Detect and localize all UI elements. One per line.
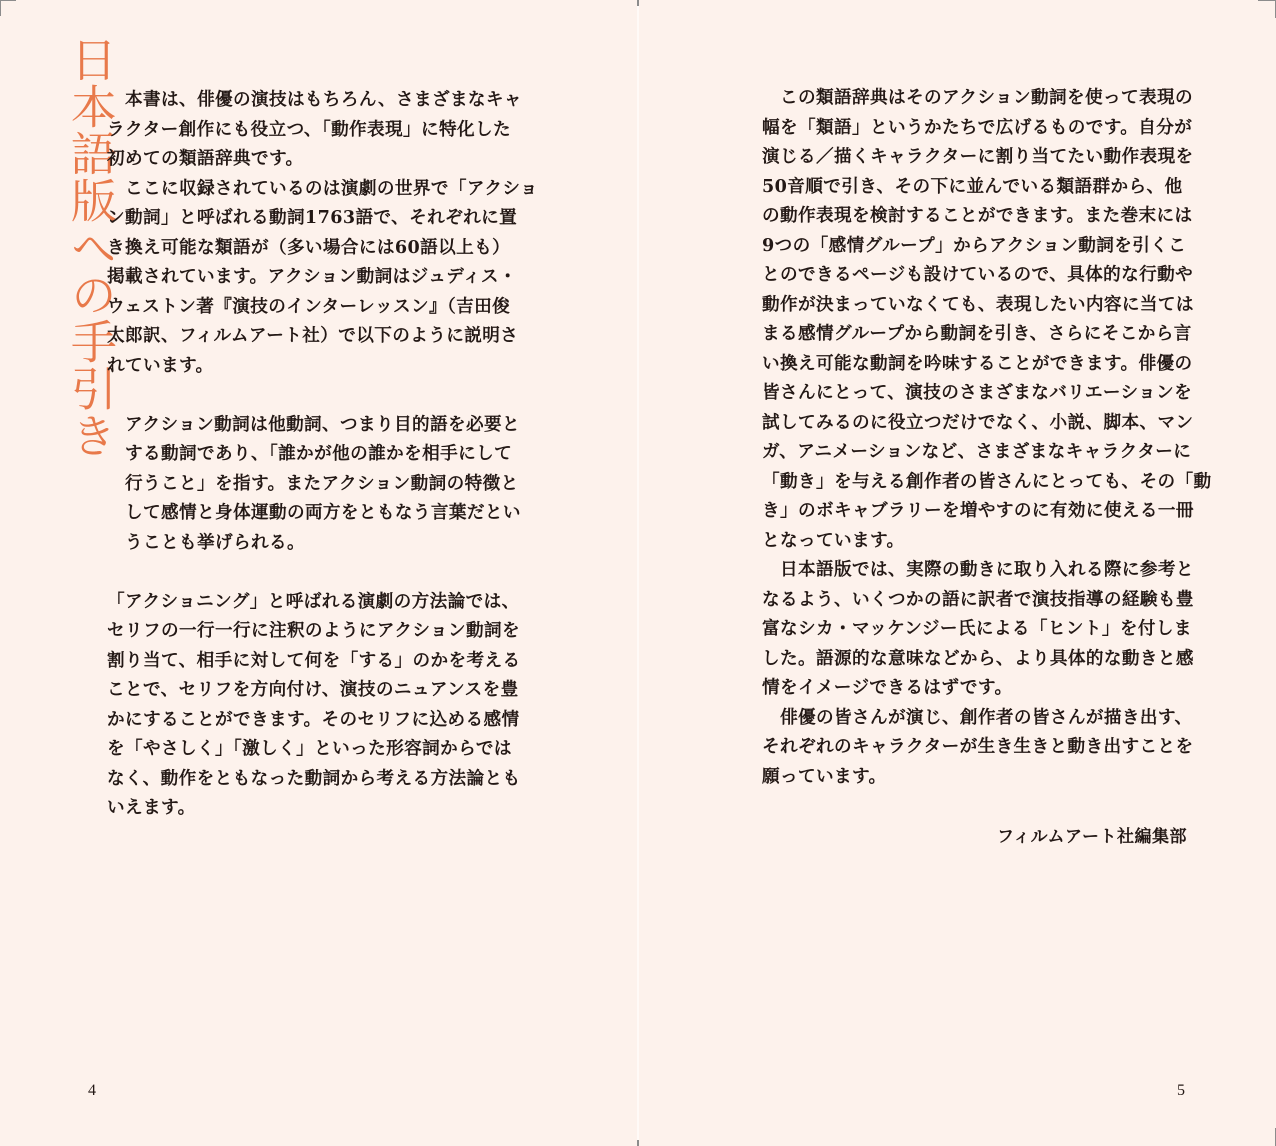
text-line: ことで、セリフを方向付け、演技のニュアンスを豊 — [107, 679, 519, 700]
text-line: この類語辞典はそのアクション動詞を使って表現の — [762, 87, 1193, 108]
paragraph-japanese-edition — [762, 555, 1194, 703]
paragraph-intro — [107, 85, 522, 174]
text-line: となっています。 — [762, 529, 905, 551]
page-number: 5 — [1177, 1082, 1185, 1099]
paragraph-contents — [107, 174, 538, 381]
quote-line: うことも挙げられる。 — [125, 531, 305, 553]
text-line: 太郎訳、フィルムアート社）で以下のように説明さ — [107, 325, 519, 346]
text-line: い換え可能な動詞を吟味することができます。俳優の — [762, 352, 1193, 374]
text-line: かにすることができます。そのセリフに込める感情 — [107, 708, 520, 730]
paragraph-closing-wish — [762, 703, 1194, 792]
text-line: ここに収録されているのは演劇の世界で「アクショ — [107, 177, 538, 199]
text-line: なく、動作をともなった動詞から考える方法論とも — [107, 767, 521, 789]
text-line: ン動詞」と呼ばれる動詞1763語で、それぞれに置 — [107, 207, 518, 228]
text-line: 俳優の皆さんが演じ、創作者の皆さんが描き出す、 — [762, 706, 1193, 728]
text-line: ラクター創作にも役立つ、「動作表現」に特化した — [107, 118, 512, 140]
text-line: とのできるページも設けているので、具体的な行動や — [762, 264, 1194, 285]
page-number: 4 — [88, 1082, 96, 1099]
text-line: 情をイメージできるはずです。 — [762, 677, 1013, 698]
text-line: セリフの一行一行に注釈のようにアクション動詞を — [107, 620, 520, 641]
paragraph-actioning — [107, 587, 521, 823]
text-line: 願っています。 — [762, 765, 887, 787]
text-line: まる感情グループから動詞を引き、さらにそこから言 — [762, 323, 1192, 344]
text-line: いえます。 — [107, 797, 196, 818]
text-line: 掲載されています。アクション動詞はジュディス・ — [107, 266, 517, 287]
left-page-body — [107, 85, 538, 823]
text-line: なるよう、いくつかの語に訳者で演技指導の経験も豊 — [762, 588, 1194, 610]
crop-mark-top-center — [637, 0, 639, 6]
text-line: 初めての類語辞典です。 — [107, 148, 304, 169]
text-line: 幅を「類語」というかたちで広げるものです。自分が — [762, 116, 1193, 138]
text-line: それぞれのキャラクターが生き生きと動き出すことを — [762, 736, 1194, 757]
text-line: 「動き」を与える創作者の皆さんにとっても、その「動 — [762, 470, 1212, 492]
text-line: れています。 — [107, 354, 214, 376]
paragraph-gap — [107, 557, 517, 587]
text-line: を「やさしく」「激しく」といった形容詞からでは — [107, 738, 512, 759]
crop-mark-bottom-center — [637, 1140, 639, 1146]
crop-mark-top-right — [1258, 0, 1276, 1]
text-line: 動作が決まっていなくても、表現したい内容に当ては — [762, 293, 1194, 315]
quote-line: して感情と身体運動の両方をともなう言葉だとい — [125, 502, 521, 523]
text-line: 日本語版では、実際の動きに取り入れる際に参考と — [762, 559, 1194, 580]
text-line: 皆さんにとって、演技のさまざまなバリエーションを — [762, 382, 1193, 403]
editorial-signature: フィルムアート社編集部 — [997, 827, 1187, 847]
text-line: 富なシカ・マッケンジー氏による「ヒント」を付しま — [762, 618, 1192, 639]
text-line: 演じる／描くキャラクターに割り当てたい動作表現を — [762, 146, 1194, 167]
text-line: 「アクショニング」と呼ばれる演劇の方法論では、 — [107, 590, 520, 612]
block-quote — [107, 410, 521, 558]
text-line: 9つの「感情グループ」からアクション動詞を引くこ — [762, 234, 1187, 256]
quote-line: する動詞であり、「誰かが他の誰かを相手にして — [125, 443, 513, 464]
text-line: 50音順で引き、その下に並んでいる類語群から、他 — [762, 175, 1183, 197]
chapter-title: 日本語版への手引き — [63, 36, 118, 459]
text-line: の動作表現を検討することができます。また巻末には — [762, 205, 1193, 226]
text-line: ガ、アニメーションなど、さまざまなキャラクターに — [762, 441, 1192, 462]
text-line: き換え可能な類語が（多い場合には60語以上も） — [107, 236, 511, 258]
paragraph-gap — [107, 380, 517, 410]
right-page-body — [762, 83, 1212, 791]
paragraph-thesaurus-usage — [762, 83, 1212, 555]
quote-line: アクション動詞は他動詞、つまり目的語を必要と — [125, 413, 520, 435]
page-gutter — [637, 0, 639, 1146]
text-line: 試してみるのに役立つだけでなく、小説、脚本、マン — [762, 411, 1194, 433]
text-line: した。語源的な意味などから、より具体的な動きと感 — [762, 647, 1194, 669]
text-line: 割り当て、相手に対して何を「する」のかを考える — [107, 649, 521, 671]
text-line: 本書は、俳優の演技はもちろん、さまざまなキャ — [107, 89, 522, 110]
left-page — [0, 0, 637, 1146]
text-line: ウェストン著『演技のインターレッスン』（吉田俊 — [107, 295, 511, 317]
quote-line: 行うこと」を指す。またアクション動詞の特徴と — [125, 472, 519, 494]
text-line: き」のボキャブラリーを増やすのに有効に使える一冊 — [762, 500, 1194, 521]
